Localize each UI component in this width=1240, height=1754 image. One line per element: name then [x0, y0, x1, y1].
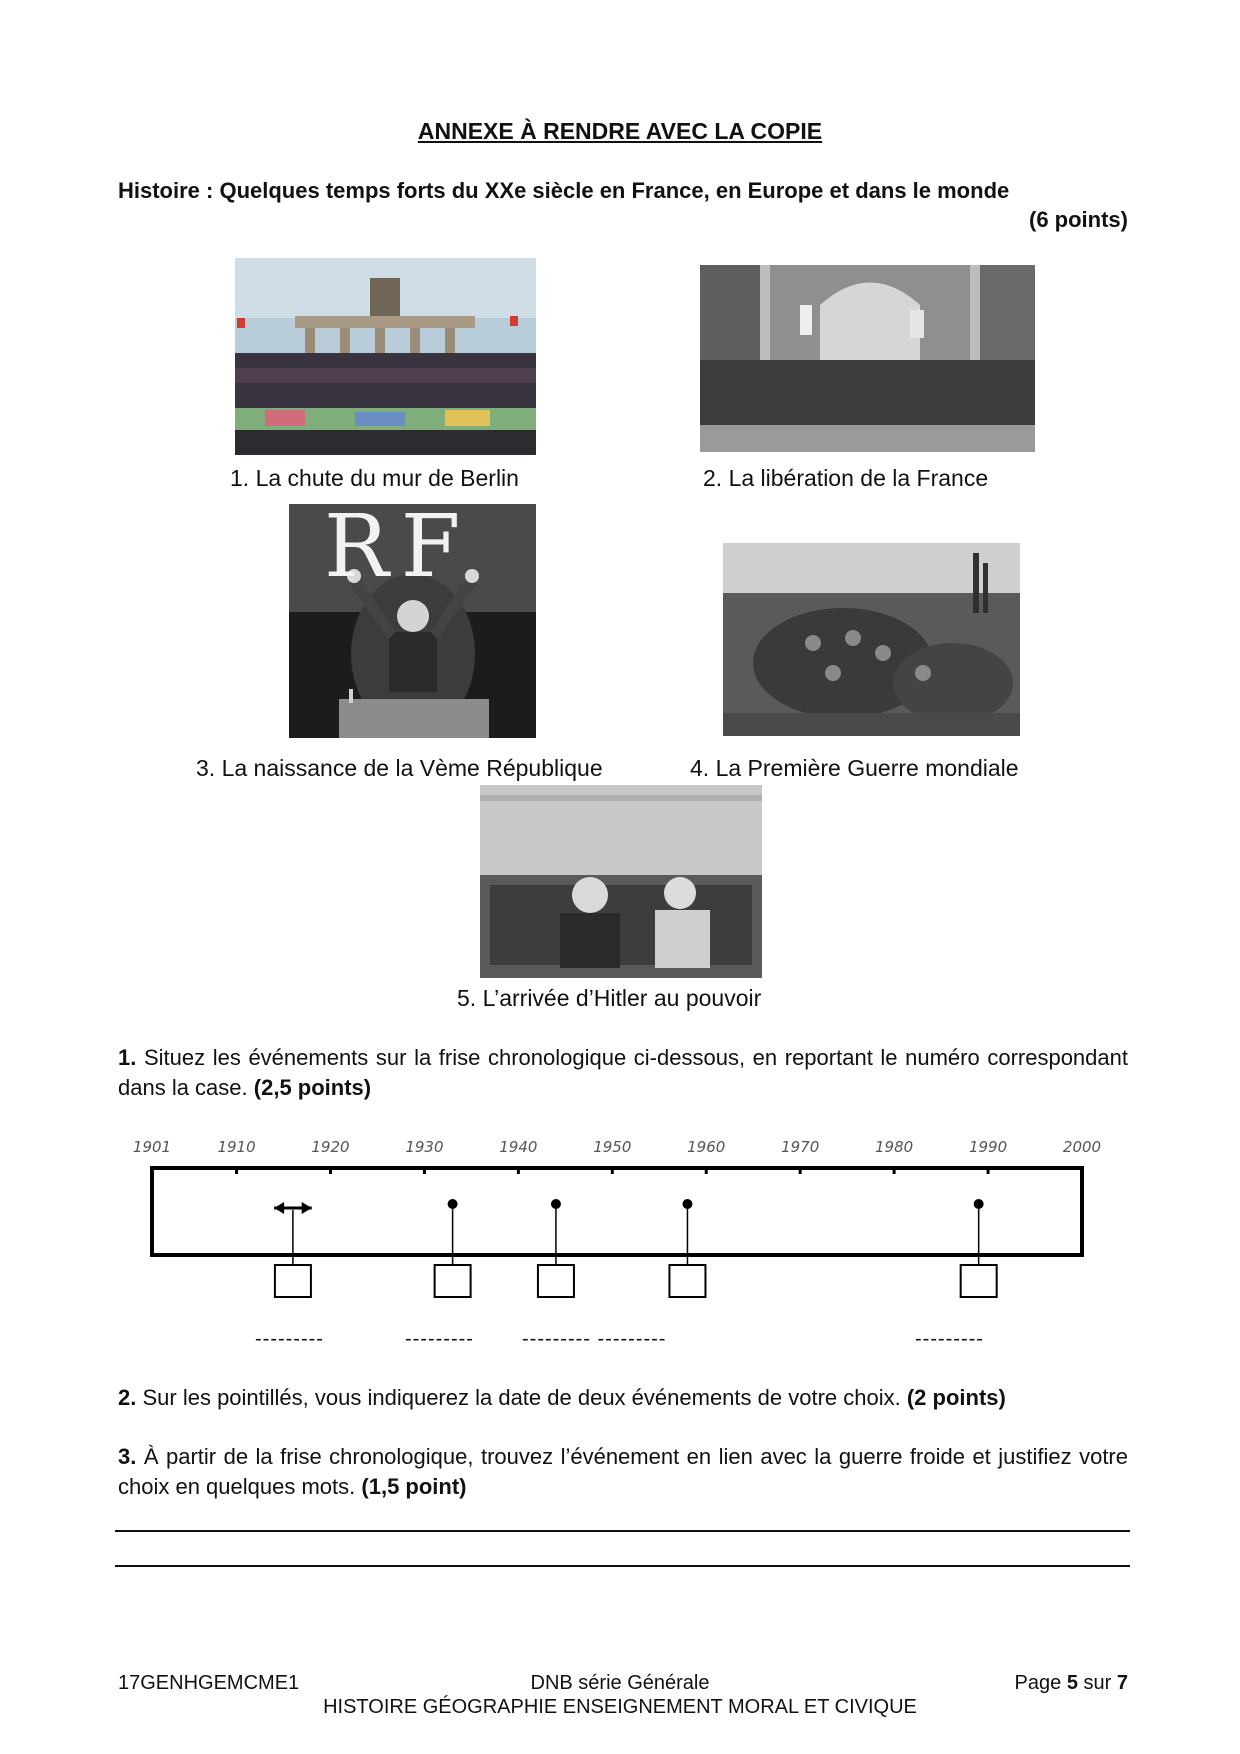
question-3 — [118, 1442, 1128, 1502]
photo-caption-5: 5. L’arrivée d’Hitler au pouvoir — [457, 985, 762, 1011]
footer-page-mid: sur — [1083, 1672, 1112, 1694]
question-3-text: À partir de la frise chronologique, trouvez l’événement en lien avec la guerre froide et justifiez votre choix en quelques mots. — [118, 1444, 1128, 1499]
answer-line[interactable] — [115, 1565, 1130, 1567]
photo-caption-1: 1. La chute du mur de Berlin — [230, 465, 519, 491]
timeline-event-dot — [682, 1199, 692, 1209]
timeline-arrowhead — [274, 1202, 284, 1214]
question-2-text: Sur les pointillés, vous indiquerez la date de deux événements de votre choix. — [142, 1385, 901, 1410]
answer-box[interactable] — [275, 1265, 311, 1297]
photo-caption-2: 2. La libération de la France — [703, 465, 989, 491]
timeline-tick-label: 1990 — [968, 1138, 1008, 1156]
timeline-tick-label: 1930 — [405, 1138, 444, 1156]
date-dotted-line[interactable]: --------- — [405, 1328, 474, 1350]
question-2 — [118, 1383, 1128, 1413]
answer-line[interactable] — [115, 1530, 1130, 1532]
photo-ww1 — [723, 543, 1020, 736]
timeline-event-dot — [551, 1199, 561, 1209]
section-points: (6 points) — [1029, 207, 1128, 232]
timeline-tick-label: 1960 — [687, 1138, 726, 1156]
footer-exam: DNB série Générale — [530, 1672, 710, 1694]
question-2-points: (2 points) — [906, 1385, 1006, 1410]
footer-subject: HISTOIRE GÉOGRAPHIE ENSEIGNEMENT MORAL ET CIVIQUE — [323, 1696, 917, 1718]
section-heading-text: Histoire : Quelques temps forts du XXe siècle en France, en Europe et dans le monde — [118, 178, 1010, 203]
footer-page-total: 7 — [1116, 1672, 1128, 1694]
photo-caption-4: 4. La Première Guerre mondiale — [690, 755, 1019, 781]
answer-box[interactable] — [961, 1265, 997, 1297]
timeline-tick-label: 2000 — [1062, 1138, 1102, 1156]
photo-berlin-wall — [235, 258, 536, 455]
question-1-points: (2,5 points) — [253, 1075, 372, 1100]
timeline-tick-label: 1910 — [217, 1138, 256, 1156]
timeline-tick-label: 1950 — [593, 1138, 632, 1156]
timeline-tick-label: 1940 — [499, 1138, 538, 1156]
timeline-tick-label: 1920 — [311, 1138, 350, 1156]
footer-page-number: 5 — [1066, 1672, 1078, 1694]
timeline-tick-label: 1901 — [132, 1138, 172, 1156]
question-1-text: Situez les événements sur la frise chronologique ci-dessous, en reportant le numéro correspondant dans la case. — [118, 1045, 1128, 1100]
question-1-number: 1. — [118, 1045, 137, 1070]
footer-page — [1015, 1672, 1128, 1695]
page-title: ANNEXE À RENDRE AVEC LA COPIE — [417, 118, 823, 144]
rf-sign: RF — [324, 504, 473, 597]
footer-code: 17GENHGEMCME1 — [118, 1672, 300, 1694]
question-2-number: 2. — [118, 1385, 137, 1410]
answer-box[interactable] — [669, 1265, 705, 1297]
timeline-frame — [152, 1168, 1082, 1255]
answer-box[interactable] — [538, 1265, 574, 1297]
footer-page-prefix: Page — [1014, 1672, 1062, 1694]
timeline-tick-label: 1970 — [781, 1138, 820, 1156]
date-dotted-line[interactable]: --------- --------- — [522, 1328, 667, 1350]
question-3-number: 3. — [118, 1444, 137, 1469]
timeline-tick-label: 1980 — [875, 1138, 914, 1156]
answer-box[interactable] — [435, 1265, 471, 1297]
date-dotted-line[interactable]: --------- — [915, 1328, 984, 1350]
photo-liberation — [700, 265, 1035, 452]
photo-de-gaulle — [289, 504, 536, 738]
section-heading — [118, 176, 1128, 234]
question-1 — [118, 1043, 1128, 1103]
date-dotted-line[interactable]: --------- — [255, 1328, 324, 1350]
photo-hitler — [480, 785, 762, 978]
photo-caption-3: 3. La naissance de la Vème République — [196, 755, 603, 781]
question-3-points: (1,5 point) — [361, 1474, 467, 1499]
timeline-event-dot — [448, 1199, 458, 1209]
timeline-event-dot — [974, 1199, 984, 1209]
timeline-arrowhead — [302, 1202, 312, 1214]
